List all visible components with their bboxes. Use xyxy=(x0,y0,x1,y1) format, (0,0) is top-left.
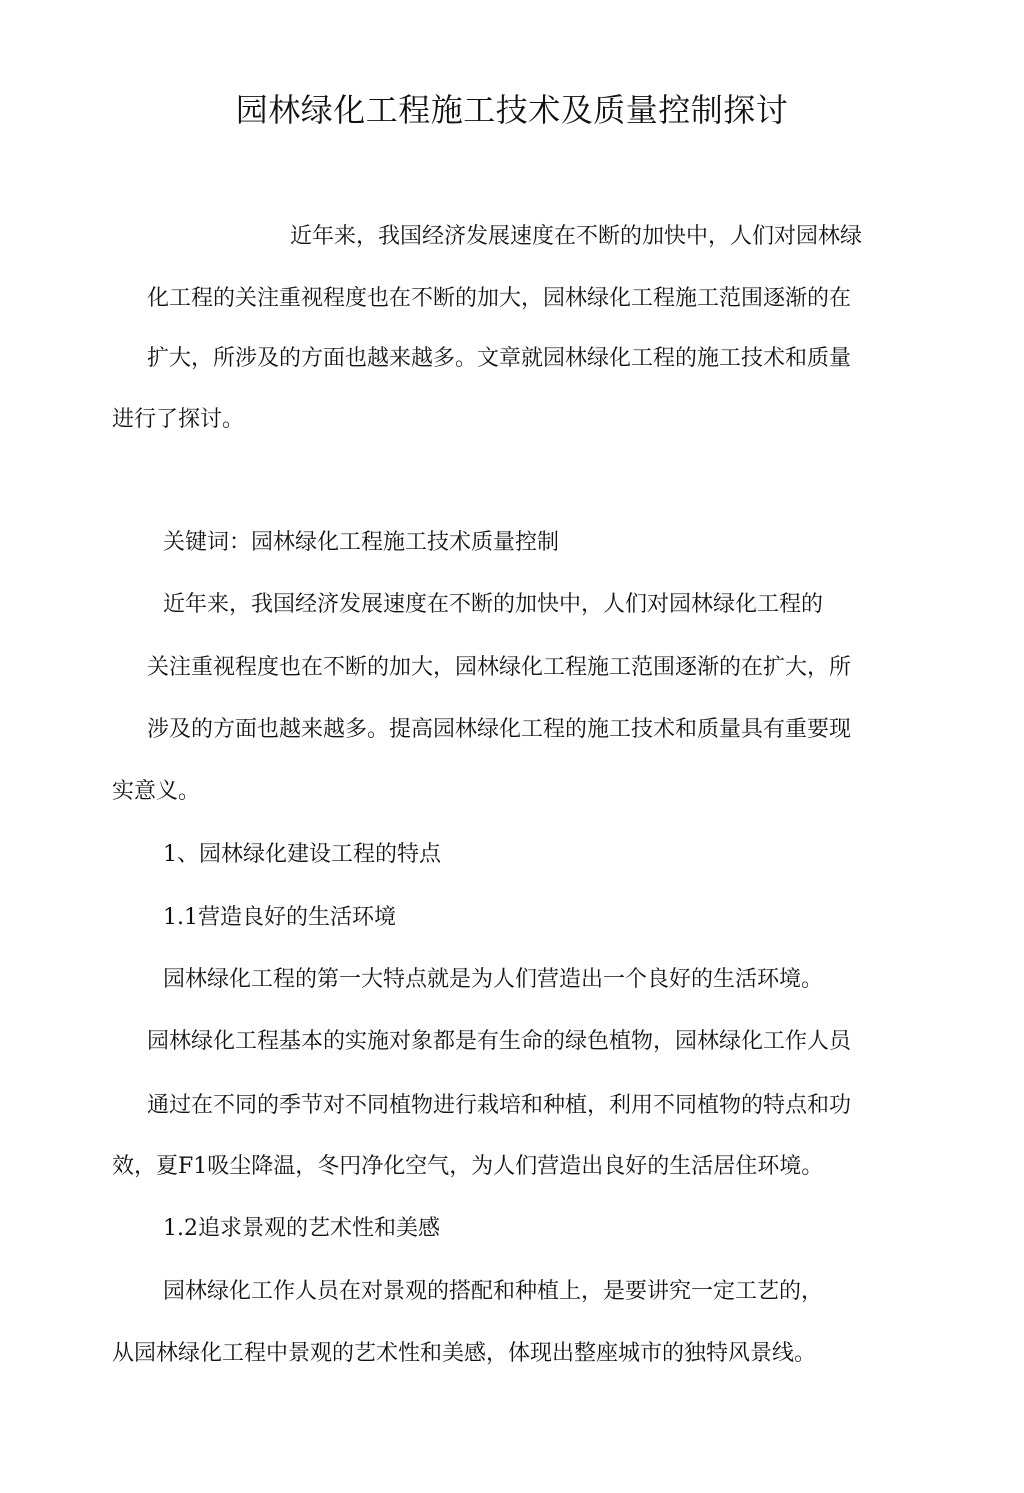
subsection-heading: 1.2追求景观的艺术性和美感 xyxy=(163,1216,440,1241)
subsection-heading: 1.1营造良好的生活环境 xyxy=(163,905,396,930)
abstract-line: 化工程的关注重视程度也在不断的加大，园林绿化工程施工范围逐渐的在 xyxy=(147,286,852,311)
body-line: 园林绿化工程基本的实施对象都是有生命的绿色植物，园林绿化工作人员 xyxy=(147,1029,852,1054)
body-line: 通过在不同的季节对不同植物进行栽培和种植，利用不同植物的特点和功 xyxy=(147,1093,852,1118)
intro-line: 关注重视程度也在不断的加大，园林绿化工程施工范围逐渐的在扩大，所 xyxy=(147,655,852,680)
document-title: 园林绿化工程施工技术及质量控制探讨 xyxy=(235,91,789,129)
body-line: 从园林绿化工程中景观的艺术性和美感，体现出整座城市的独特风景线。 xyxy=(112,1341,817,1366)
abstract-line: 进行了探讨。 xyxy=(112,407,245,432)
intro-line: 实意义。 xyxy=(112,779,201,804)
section-heading: 1、园林绿化建设工程的特点 xyxy=(163,842,441,867)
keywords-line: 关键词：园林绿化工程施工技术质量控制 xyxy=(163,530,560,555)
intro-line: 涉及的方面也越来越多。提高园林绿化工程的施工技术和质量具有重要现 xyxy=(147,717,852,742)
intro-line: 近年来，我国经济发展速度在不断的加快中，人们对园林绿化工程的 xyxy=(163,592,824,617)
body-line: 园林绿化工作人员在对景观的搭配和种植上，是要讲究一定工艺的， xyxy=(163,1279,824,1304)
body-line: 效，夏F1吸尘降温，冬円净化空气，为人们营造出良好的生活居住环境。 xyxy=(112,1154,824,1179)
abstract-line: 近年来，我国经济发展速度在不断的加快中，人们对园林绿 xyxy=(290,224,863,249)
abstract-line: 扩大，所涉及的方面也越来越多。文章就园林绿化工程的施工技术和质量 xyxy=(147,346,852,371)
body-line: 园林绿化工程的第一大特点就是为人们营造出一个良好的生活环境。 xyxy=(163,967,824,992)
